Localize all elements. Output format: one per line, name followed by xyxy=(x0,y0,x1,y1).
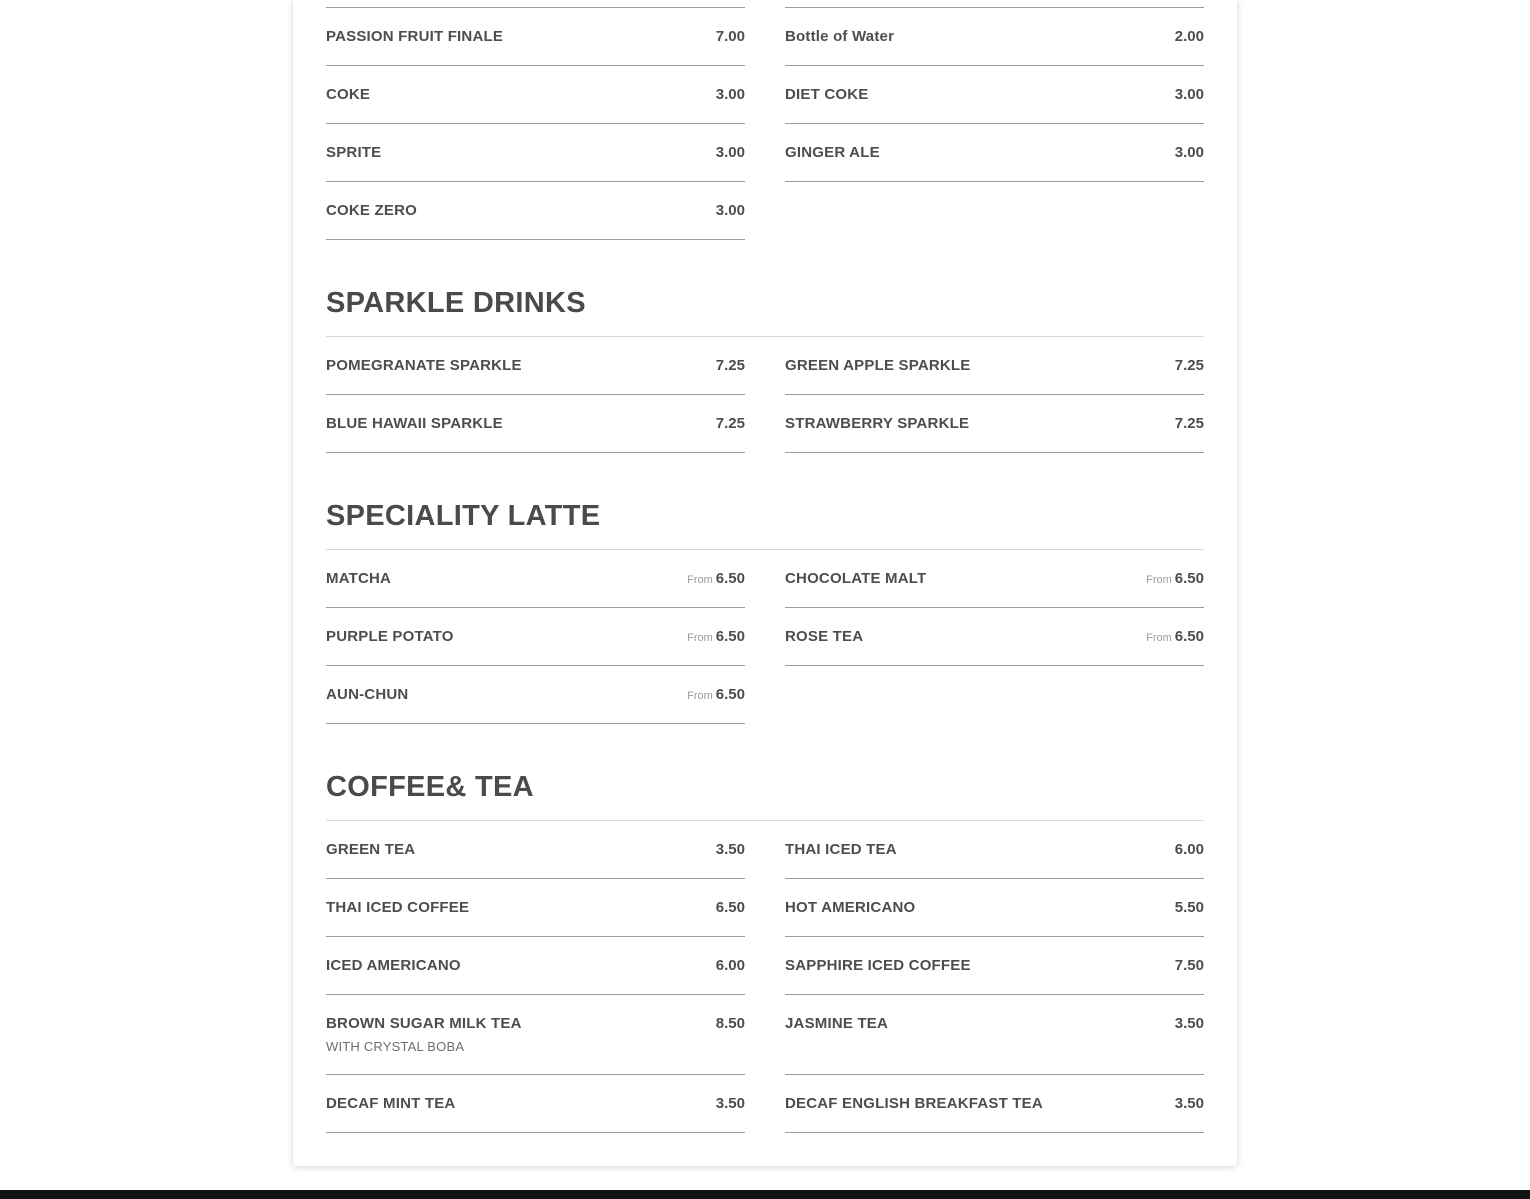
item-name: COKE xyxy=(326,86,371,103)
menu-item xyxy=(785,879,1204,937)
item-name: MATCHA xyxy=(326,570,392,587)
item-price: 6.00 xyxy=(1174,841,1204,858)
item-price: 3.00 xyxy=(715,144,745,161)
menu-item-head xyxy=(326,899,745,916)
from-label: From xyxy=(687,574,713,586)
menu-item-head xyxy=(326,357,745,374)
item-name: SAPPHIRE ICED COFFEE xyxy=(785,957,971,974)
item-name: JASMINE TEA xyxy=(785,1015,889,1032)
items-grid xyxy=(326,550,1204,724)
item-name: THAI ICED TEA xyxy=(785,841,897,858)
menu-item-head xyxy=(326,415,745,432)
item-name: CHOCOLATE MALT xyxy=(785,570,927,587)
item-name: DECAF MINT TEA xyxy=(326,1095,456,1112)
item-name: PURPLE POTATO xyxy=(326,628,454,645)
items-grid xyxy=(326,0,1204,240)
menu-item xyxy=(785,8,1204,66)
item-price: 3.50 xyxy=(1174,1015,1204,1032)
item-name: BLUE HAWAII SPARKLE xyxy=(326,415,503,432)
menu-item xyxy=(326,1075,745,1133)
menu-item-head xyxy=(785,357,1204,374)
items-grid xyxy=(326,821,1204,1133)
menu-item-head xyxy=(785,957,1204,974)
menu-item-head xyxy=(326,841,745,858)
item-price: From 6.50 xyxy=(687,628,745,645)
menu-item-head xyxy=(326,202,745,219)
item-price: From 6.50 xyxy=(1146,570,1204,587)
item-price: 7.25 xyxy=(1174,415,1204,432)
item-name: PASSION FRUIT FINALE xyxy=(326,28,504,45)
item-name: COKE ZERO xyxy=(326,202,417,219)
menu-item xyxy=(785,124,1204,182)
menu-item xyxy=(326,182,745,240)
menu-sections xyxy=(326,0,1204,1133)
menu-item-head xyxy=(785,628,1204,645)
menu-item xyxy=(785,337,1204,395)
from-label: From xyxy=(687,632,713,644)
item-name: POMEGRANATE SPARKLE xyxy=(326,357,522,374)
item-price: 3.00 xyxy=(1174,144,1204,161)
menu-item xyxy=(785,821,1204,879)
menu-item xyxy=(326,879,745,937)
item-price: 5.50 xyxy=(1174,899,1204,916)
menu-item xyxy=(785,995,1204,1075)
item-price: 7.25 xyxy=(1174,357,1204,374)
item-price: 3.00 xyxy=(715,86,745,103)
item-price: 3.00 xyxy=(715,202,745,219)
menu-item-head xyxy=(326,1095,745,1112)
item-price: 7.25 xyxy=(715,357,745,374)
menu-item-head xyxy=(326,28,745,45)
item-price: 2.00 xyxy=(1174,28,1204,45)
item-name: AUN-CHUN xyxy=(326,686,409,703)
menu-item xyxy=(326,995,745,1075)
menu-item-head xyxy=(326,86,745,103)
item-price: 6.00 xyxy=(715,957,745,974)
section-title: COFFEE& TEA xyxy=(326,724,1204,821)
item-price: 3.50 xyxy=(715,1095,745,1112)
item-name: SPRITE xyxy=(326,144,382,161)
item-name: Bottle of Water xyxy=(785,28,895,45)
menu-item xyxy=(326,550,745,608)
item-name: STRAWBERRY SPARKLE xyxy=(785,415,970,432)
menu-item xyxy=(326,66,745,124)
menu-item xyxy=(785,1075,1204,1133)
menu-item-head xyxy=(326,628,745,645)
menu-item xyxy=(326,337,745,395)
item-price: From 6.50 xyxy=(1146,628,1204,645)
item-note: WITH CRYSTAL BOBA xyxy=(326,1039,465,1054)
menu-item xyxy=(326,821,745,879)
menu-section xyxy=(326,0,1204,240)
item-name: THAI ICED COFFEE xyxy=(326,899,470,916)
item-price: From 6.50 xyxy=(687,570,745,587)
item-name: DECAF ENGLISH BREAKFAST TEA xyxy=(785,1095,1043,1112)
item-price: 6.50 xyxy=(715,899,745,916)
from-label: From xyxy=(1146,574,1172,586)
item-price: 3.00 xyxy=(1174,86,1204,103)
menu-item-head xyxy=(326,570,745,587)
item-price: 3.50 xyxy=(1174,1095,1204,1112)
item-price: 3.50 xyxy=(715,841,745,858)
item-price: From 6.50 xyxy=(687,686,745,703)
menu-item-head xyxy=(785,1015,1204,1032)
menu-item-head xyxy=(785,415,1204,432)
menu-item xyxy=(785,550,1204,608)
menu-item-head xyxy=(785,1095,1204,1112)
menu-item-head xyxy=(785,144,1204,161)
item-price: 7.00 xyxy=(715,28,745,45)
menu-item xyxy=(785,608,1204,666)
item-name: ICED AMERICANO xyxy=(326,957,461,974)
menu-item-head xyxy=(326,144,745,161)
from-label: From xyxy=(1146,632,1172,644)
items-grid xyxy=(326,337,1204,453)
menu-card xyxy=(293,0,1237,1166)
menu-item xyxy=(326,937,745,995)
menu-item-head xyxy=(785,899,1204,916)
menu-section xyxy=(326,453,1204,724)
item-name: BROWN SUGAR MILK TEA xyxy=(326,1015,522,1032)
item-name: GREEN APPLE SPARKLE xyxy=(785,357,971,374)
menu-item-head xyxy=(326,686,745,703)
menu-item xyxy=(326,608,745,666)
item-name: HOT AMERICANO xyxy=(785,899,916,916)
menu-item-head xyxy=(785,841,1204,858)
menu-item-head xyxy=(326,957,745,974)
partial-item-divider xyxy=(326,0,745,8)
menu-item xyxy=(785,937,1204,995)
menu-section xyxy=(326,240,1204,453)
from-label: From xyxy=(687,690,713,702)
menu-item xyxy=(326,395,745,453)
menu-item xyxy=(326,124,745,182)
item-price: 7.25 xyxy=(715,415,745,432)
partial-item-divider xyxy=(785,0,1204,8)
menu-item-head xyxy=(785,28,1204,45)
item-name: DIET COKE xyxy=(785,86,869,103)
item-name: ROSE TEA xyxy=(785,628,864,645)
menu-item xyxy=(326,8,745,66)
menu-item-head xyxy=(785,570,1204,587)
menu-item-head xyxy=(785,86,1204,103)
item-price: 8.50 xyxy=(715,1015,745,1032)
menu-section xyxy=(326,724,1204,1133)
footer-bar xyxy=(0,1190,1530,1199)
item-name: GINGER ALE xyxy=(785,144,880,161)
section-title: SPECIALITY LATTE xyxy=(326,453,1204,550)
menu-item-head xyxy=(326,1015,745,1032)
item-name: GREEN TEA xyxy=(326,841,416,858)
menu-item xyxy=(326,666,745,724)
menu-item xyxy=(785,66,1204,124)
menu-item xyxy=(785,395,1204,453)
item-price: 7.50 xyxy=(1174,957,1204,974)
section-title: SPARKLE DRINKS xyxy=(326,240,1204,337)
